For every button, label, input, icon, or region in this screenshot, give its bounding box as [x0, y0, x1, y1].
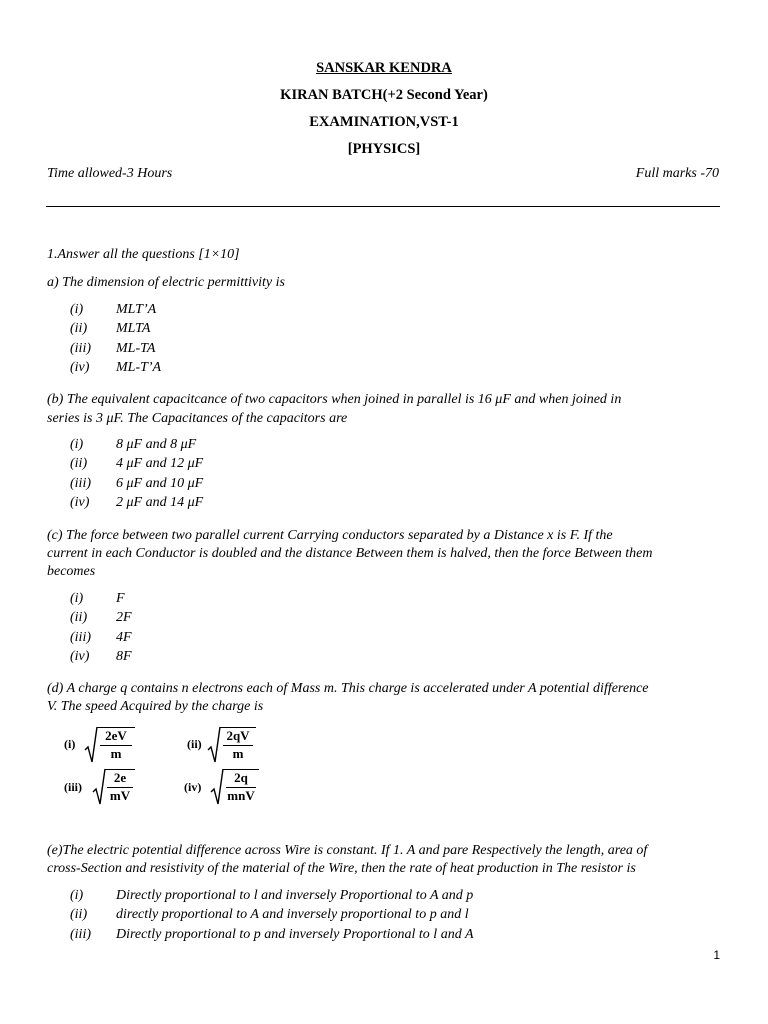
option-text: Directly proportional to p and inversely Proportional to l and A: [116, 927, 474, 942]
option-text: ML-T’A: [116, 360, 162, 375]
option-text: 2 μF and 14 μF: [116, 495, 204, 510]
option-number: (iv): [70, 360, 90, 375]
question-d-line: (d) A charge q contains n electrons each of Mass m. This charge is accelerated under A potential difference: [47, 681, 649, 696]
denominator: mV: [109, 788, 131, 803]
option-number: (i): [64, 737, 76, 751]
sqrt-icon: [210, 768, 224, 806]
question-d-line: V. The speed Acquired by the charge is: [47, 699, 264, 714]
option-text: 8F: [116, 649, 132, 664]
school-name: SANSKAR KENDRA: [316, 60, 452, 76]
question-b-line: series is 3 μF. The Capacitances of the capacitors are: [47, 411, 348, 426]
numerator: 2q: [234, 770, 248, 785]
question-c-line: becomes: [47, 564, 96, 579]
question-c-line: current in each Conductor is doubled and the distance Between them is halved, then the force Between them: [47, 546, 653, 561]
option-number: (i): [70, 591, 84, 606]
full-marks: Full marks -70: [635, 166, 719, 181]
denominator: m: [110, 746, 122, 761]
option-text: directly proportional to A and inversely proportional to p and l: [116, 907, 469, 922]
option-text: ML-TA: [116, 341, 156, 356]
denominator: mnV: [227, 788, 255, 803]
numerator: 2qV: [226, 728, 250, 743]
header-divider: [46, 206, 720, 207]
option-number: (iv): [70, 649, 90, 664]
time-allowed: Time allowed-3 Hours: [47, 166, 173, 181]
option-text: MLTA: [116, 321, 151, 336]
question-a: a) The dimension of electric permittivity is: [47, 275, 285, 290]
option-text: F: [116, 591, 125, 606]
question-c-line: (c) The force between two parallel current Carrying conductors separated by a Distance x is F. If the: [47, 528, 613, 543]
sqrt-icon: [84, 726, 98, 764]
sqrt-icon: [92, 768, 106, 806]
option-text: 8 μF and 8 μF: [116, 437, 197, 452]
option-number: (iv): [70, 495, 90, 510]
page-number: 1: [713, 948, 720, 962]
option-number: (iii): [70, 476, 91, 491]
batch-name: KIRAN BATCH(+2 Second Year): [280, 87, 488, 103]
option-text: Directly proportional to l and inversely Proportional to A and p: [116, 888, 474, 903]
section-title: 1.Answer all the questions [1×10]: [47, 247, 240, 262]
option-number: (iii): [70, 630, 91, 645]
option-number: (i): [70, 888, 84, 903]
option-text: 4F: [116, 630, 132, 645]
option-number: (iv): [184, 780, 202, 794]
question-e-line: (e)The electric potential difference across Wire is constant. If 1. A and pare Respectively the length, area of: [47, 843, 648, 858]
option-number: (iii): [64, 780, 82, 794]
option-number: (ii): [70, 907, 88, 922]
option-number: (ii): [70, 321, 88, 336]
denominator: m: [232, 746, 244, 761]
numerator: 2e: [113, 770, 127, 785]
option-number: (ii): [70, 456, 88, 471]
option-text: 2F: [116, 610, 132, 625]
subject-name: [PHYSICS]: [347, 141, 421, 157]
option-number: (iii): [70, 341, 91, 356]
option-number: (ii): [70, 610, 88, 625]
exam-name: EXAMINATION,VST-1: [309, 114, 459, 130]
sqrt-icon: [207, 726, 221, 764]
option-text: MLT’A: [116, 302, 157, 317]
option-text: 4 μF and 12 μF: [116, 456, 204, 471]
question-e-line: cross-Section and resistivity of the material of the Wire, then the rate of heat production in The resistor is: [47, 861, 636, 876]
option-number: (i): [70, 437, 84, 452]
option-number: (iii): [70, 927, 91, 942]
option-number: (ii): [187, 737, 202, 751]
option-text: 6 μF and 10 μF: [116, 476, 204, 491]
question-b-line: (b) The equivalent capacitcance of two capacitors when joined in parallel is 16 μF and when joined in: [47, 392, 622, 407]
numerator: 2eV: [105, 728, 127, 743]
option-number: (i): [70, 302, 84, 317]
